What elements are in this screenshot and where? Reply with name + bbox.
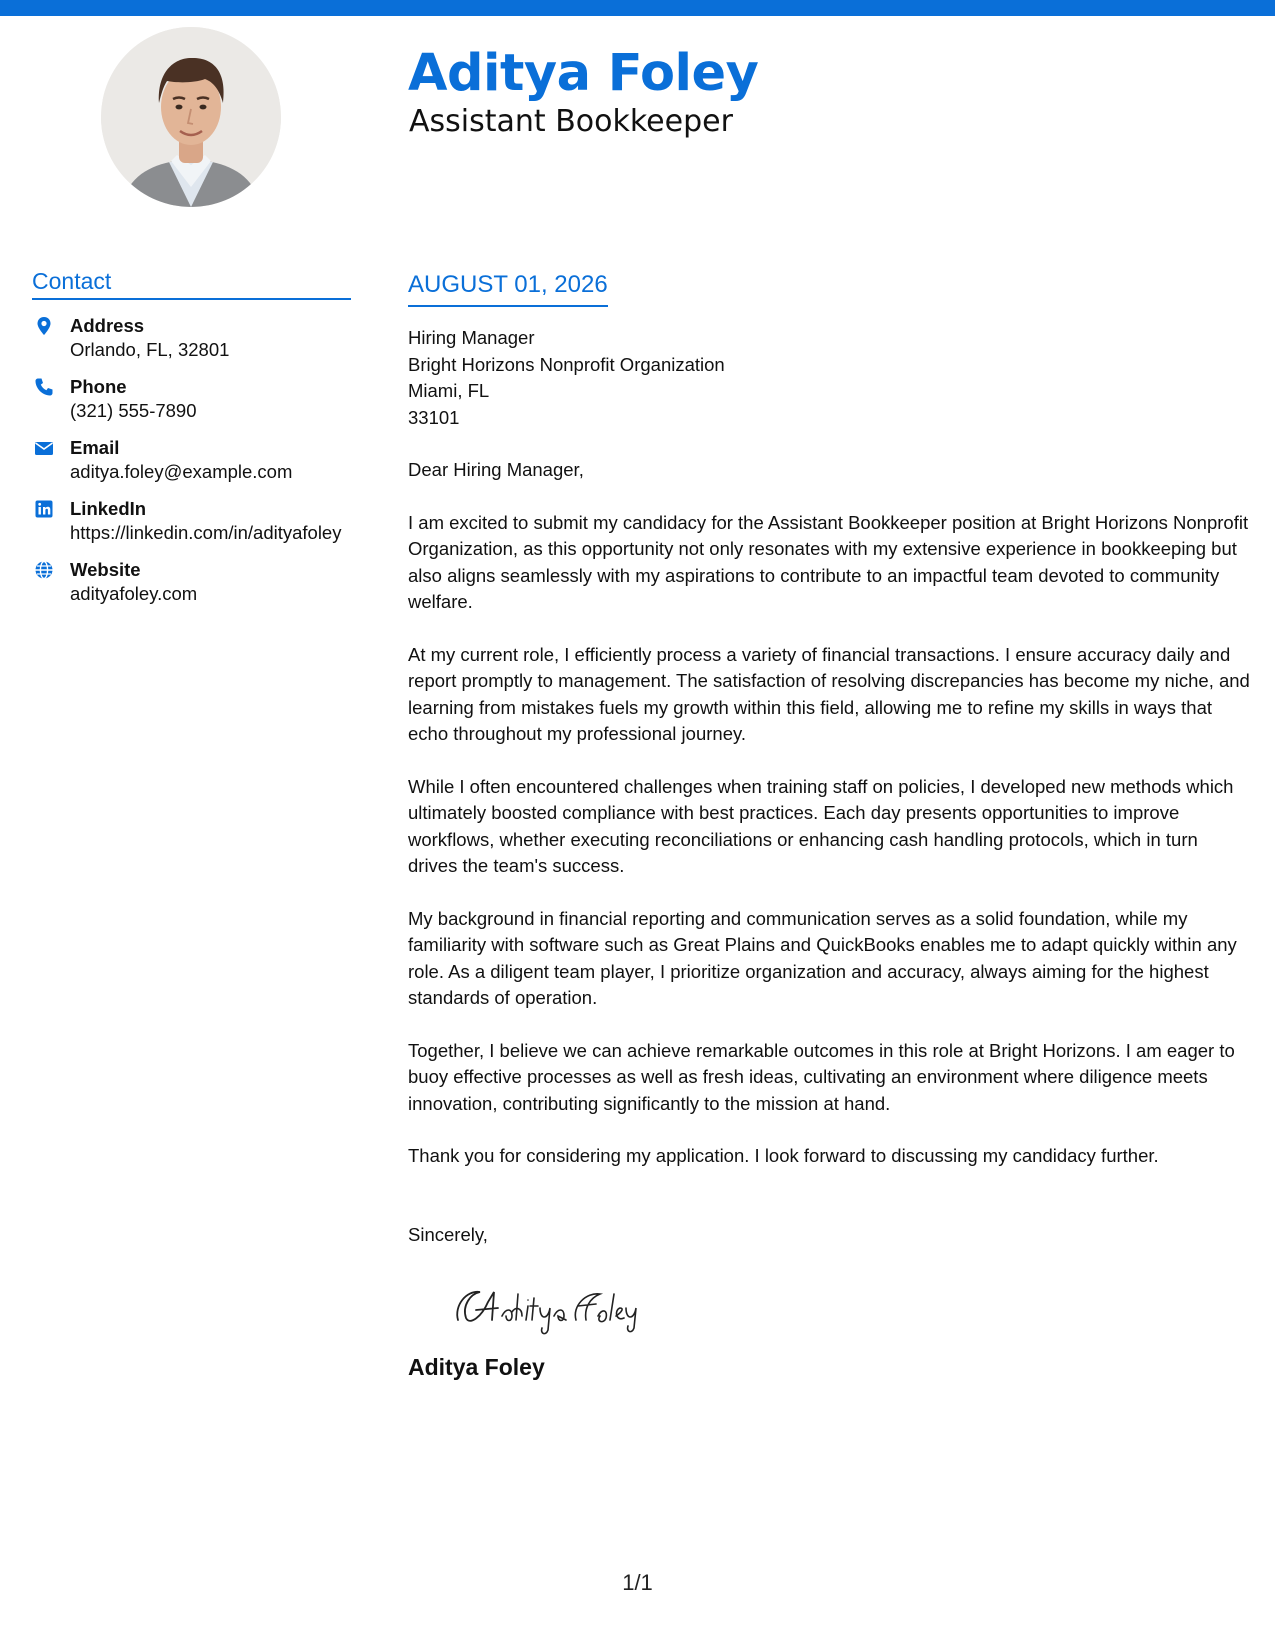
profile-photo <box>101 27 281 207</box>
location-pin-icon <box>34 316 54 336</box>
contact-address <box>32 314 351 362</box>
recipient-line: Hiring Manager <box>408 327 535 348</box>
cover-letter-body <box>408 270 1250 1381</box>
contact-email <box>32 436 351 484</box>
contact-label: Website <box>70 559 141 580</box>
contact-website <box>32 558 351 606</box>
handwritten-signature <box>436 1276 1250 1340</box>
contact-sidebar <box>32 268 351 619</box>
signed-name: Aditya Foley <box>408 1354 545 1380</box>
page-number: 1/1 <box>622 1570 653 1595</box>
letter-paragraph: My background in financial reporting and communication serves as a solid foundation, while my familiarity with software such as Great Plains and QuickBooks enables me to adapt quickly within any role. As a diligent team player, I prioritize organization and accuracy, always aiming for the highest standards of operation. <box>408 907 1237 1008</box>
recipient-line: Miami, FL <box>408 380 490 401</box>
closing: Sincerely, <box>408 1223 488 1245</box>
recipient-line: Bright Horizons Nonprofit Organization <box>408 353 725 375</box>
contact-value: aditya.foley@example.com <box>70 461 293 482</box>
letter-paragraph: At my current role, I efficiently process a variety of financial transactions. I ensure accuracy daily and report promptly to management. The satisfaction of resolving discrepancies has become my niche, and learning from mistakes fuels my growth within this field, allowing me to refine my skills in ways that echo throughout my professional journey. <box>408 643 1250 744</box>
phone-icon <box>34 377 54 397</box>
recipient-block <box>408 325 1250 431</box>
contact-value: https://linkedin.com/in/adityafoley <box>70 522 342 543</box>
letter-date: AUGUST 01, 2026 <box>408 270 608 307</box>
globe-icon <box>34 560 54 580</box>
contact-label: Phone <box>70 376 127 397</box>
recipient-line: 33101 <box>408 406 460 428</box>
email-icon <box>34 438 54 458</box>
letter-paragraph: While I often encountered challenges when training staff on policies, I developed new methods which ultimately boosted compliance with best practices. Each day presents opportunities to improve workflows, whether executing reconciliations or enhancing cash handling protocols, which in turn drives the team's success. <box>408 775 1234 876</box>
letter-paragraph: I am excited to submit my candidacy for the Assistant Bookkeeper position at Bright Horizons Nonprofit Organization, as this opportunity not only resonates with my extensive experience in bookkeeping but also aligns seamlessly with my aspirations to contribute to an impactful team devoted to community welfare. <box>408 511 1249 612</box>
letter-paragraph: Together, I believe we can achieve remarkable outcomes in this role at Bright Horizons. I am eager to buoy effective processes as well as fresh ideas, cultivating an environment where diligence meets innovation, contributing significantly to the mission at hand. <box>408 1039 1235 1114</box>
contact-list <box>32 314 351 606</box>
contact-label: LinkedIn <box>70 498 147 519</box>
contact-value: (321) 555-7890 <box>70 400 197 421</box>
applicant-name: Aditya Foley <box>408 44 759 103</box>
linkedin-icon <box>34 499 54 519</box>
contact-linkedin <box>32 497 351 545</box>
contact-phone <box>32 375 351 423</box>
contact-heading: Contact <box>32 268 351 300</box>
contact-label: Address <box>70 315 145 336</box>
greeting: Dear Hiring Manager, <box>408 459 584 480</box>
top-accent-bar <box>0 0 1275 16</box>
contact-value: Orlando, FL, 32801 <box>70 339 230 360</box>
contact-label: Email <box>70 437 120 458</box>
letter-paragraph: Thank you for considering my application. I look forward to discussing my candidacy further. <box>408 1145 1159 1166</box>
contact-value: adityafoley.com <box>70 583 198 604</box>
job-title: Assistant Bookkeeper <box>409 104 733 139</box>
